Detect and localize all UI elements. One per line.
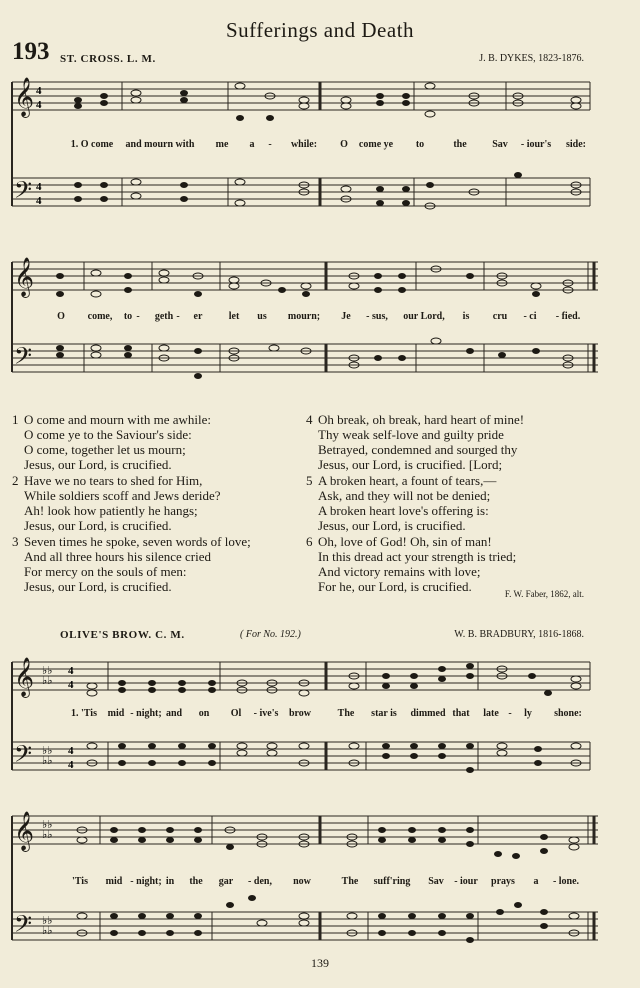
- music-system-4: [8, 800, 598, 950]
- svg-text:𝄞: 𝄞: [14, 79, 35, 116]
- verse-number: 6: [306, 534, 313, 549]
- lyric-syllable: - fied.: [555, 311, 581, 322]
- verse-number: 3: [12, 534, 19, 549]
- svg-text:𝄢: 𝄢: [14, 344, 33, 375]
- svg-text:♭♭: ♭♭: [42, 925, 53, 937]
- lyric-syllable: - iour: [454, 876, 478, 887]
- verse-line: Ask, and they will not be denied;: [318, 488, 491, 503]
- lyric-syllable: mourn;: [287, 311, 321, 322]
- lyric-syllable: in: [165, 876, 175, 887]
- lyric-syllable: late: [483, 708, 499, 719]
- lyric-syllable: -: [136, 311, 140, 322]
- verse-line: Oh, love of God! Oh, sin of man!: [318, 534, 492, 549]
- lyric-syllable: O: [57, 311, 65, 322]
- lyric-syllable: mid: [107, 708, 125, 719]
- lyric-syllable: -: [176, 311, 180, 322]
- lyric-syllable: me: [215, 139, 229, 150]
- lyric-syllable: 'Tis: [72, 876, 88, 887]
- svg-text:♭♭: ♭♭: [42, 915, 53, 927]
- svg-text:𝄢: 𝄢: [14, 912, 33, 943]
- verse-line: Oh break, oh break, hard heart of mine!: [318, 412, 525, 427]
- lyric-syllable: shone:: [554, 708, 582, 719]
- lyric-syllable: gar: [218, 876, 234, 887]
- svg-text:𝄞: 𝄞: [14, 813, 35, 850]
- author-credit: F. W. Faber, 1862, alt.: [504, 589, 584, 599]
- lyric-syllable: and mourn with: [125, 139, 195, 150]
- svg-text:4: 4: [68, 679, 74, 691]
- verse-line: Jesus, our Lord, is crucified.: [24, 579, 172, 594]
- lyric-syllable: to: [415, 139, 425, 150]
- svg-text:4: 4: [36, 195, 42, 207]
- lyric-syllable: to: [123, 311, 133, 322]
- verse-5: [306, 473, 497, 533]
- svg-text:𝄢: 𝄢: [14, 178, 33, 209]
- lyric-syllable: Sav: [428, 876, 444, 887]
- lyric-syllable: now: [293, 876, 311, 887]
- verse-line: Have we no tears to shed for Him,: [24, 473, 203, 488]
- lyric-syllable: and: [165, 708, 183, 719]
- lyric-syllable: -: [268, 139, 272, 150]
- lyric-syllable: Je: [341, 311, 351, 322]
- verse-line: And all three hours his silence cried: [24, 549, 211, 564]
- tune2-name: OLIVE'S BROW. C. M.: [60, 629, 185, 641]
- lyric-syllable: suff'ring: [373, 876, 411, 887]
- page-section-title: Sufferings and Death: [225, 18, 415, 42]
- lyric-syllable: let: [228, 311, 240, 322]
- lyric-syllable: - night;: [130, 876, 162, 887]
- lyric-syllable: dimmed: [410, 708, 446, 719]
- verse-line: Jesus, our Lord, is crucified.: [24, 518, 172, 533]
- svg-text:♭♭: ♭♭: [42, 675, 53, 687]
- lyric-syllable: er: [193, 311, 203, 322]
- svg-text:4: 4: [68, 759, 74, 771]
- verse-line: Jesus, our Lord, is crucified.: [318, 518, 466, 533]
- verse-line: O come ye to the Saviour's side:: [24, 427, 192, 442]
- verse-line: While soldiers scoff and Jews deride?: [24, 488, 221, 503]
- verse-line: A broken heart, a fount of tears,—: [318, 473, 497, 488]
- verse-line: For he, our Lord, is crucified.: [318, 579, 472, 594]
- lyric-syllable: a: [249, 139, 255, 150]
- lyric-syllable: The: [341, 876, 359, 887]
- verse-line: In this dread act your strength is tried;: [318, 549, 517, 564]
- verse-line: And victory remains with love;: [318, 564, 481, 579]
- svg-text:♭♭: ♭♭: [42, 829, 53, 841]
- lyric-syllable: star is: [371, 708, 397, 719]
- lyric-syllable: a: [533, 876, 539, 887]
- lyric-syllable: geth: [154, 311, 174, 322]
- verse-line: Ah! look how patiently he hangs;: [24, 503, 198, 518]
- lyric-syllable: O: [340, 139, 348, 150]
- verse-line: Jesus, our Lord, is crucified. [Lord;: [318, 457, 503, 472]
- lyric-syllable: brow: [288, 708, 312, 719]
- verse-line: Betrayed, condemned and sourged thy: [318, 442, 518, 457]
- svg-text:4: 4: [36, 181, 42, 193]
- lyric-syllable: side:: [566, 139, 586, 150]
- svg-text:𝄢: 𝄢: [14, 742, 33, 773]
- lyric-syllable: - lone.: [552, 876, 580, 887]
- lyric-syllable: mid: [105, 876, 123, 887]
- svg-text:𝄞: 𝄞: [14, 259, 35, 296]
- svg-text:4: 4: [36, 99, 42, 111]
- verse-line: Seven times he spoke, seven words of love;: [24, 534, 251, 549]
- lyric-syllable: our Lord,: [403, 311, 445, 322]
- svg-text:𝄞: 𝄞: [14, 659, 35, 696]
- verse-line: For mercy on the souls of men:: [24, 564, 187, 579]
- verse-number: 5: [306, 473, 313, 488]
- verse-6: [306, 534, 517, 594]
- lyric-syllable: us: [257, 311, 267, 322]
- lyric-syllable: The: [337, 708, 355, 719]
- lyric-syllable: come,: [87, 311, 113, 322]
- svg-text:♭♭: ♭♭: [42, 755, 53, 767]
- lyric-syllable: is: [462, 311, 470, 322]
- svg-text:4: 4: [68, 745, 74, 757]
- lyric-syllable: that: [452, 708, 470, 719]
- svg-text:♭♭: ♭♭: [42, 819, 53, 831]
- composer-credit: J. B. DYKES, 1823-1876.: [479, 53, 584, 64]
- verse-line: A broken heart love's offering is:: [318, 503, 489, 518]
- lyric-syllable: - night;: [130, 708, 162, 719]
- lyric-syllable: 1. O come: [70, 139, 114, 150]
- svg-text:4: 4: [68, 665, 74, 677]
- lyric-syllable: Sav: [492, 139, 508, 150]
- tune2-reference: ( For No. 192.): [240, 629, 301, 640]
- lyric-syllable: Ol: [230, 708, 242, 719]
- lyric-syllable: - sus,: [366, 311, 388, 322]
- lyric-syllable: ly: [524, 708, 532, 719]
- verse-line: O come and mourn with me awhile:: [24, 412, 212, 427]
- verse-line: Jesus, our Lord, is crucified.: [24, 457, 172, 472]
- verse-3: [12, 534, 251, 594]
- lyric-syllable: the: [453, 139, 467, 150]
- lyric-syllable: - iour's: [520, 139, 552, 150]
- lyric-syllable: - den,: [248, 876, 272, 887]
- lyric-syllable: on: [198, 708, 210, 719]
- verse-number: 2: [12, 473, 19, 488]
- hymn-number: 193: [12, 38, 50, 65]
- page-number: 139: [311, 956, 329, 970]
- svg-text:♭♭: ♭♭: [42, 665, 53, 677]
- lyric-syllable: cru: [492, 311, 508, 322]
- lyric-syllable: the: [189, 876, 203, 887]
- lyric-syllable: come ye: [358, 139, 394, 150]
- music-system-1: [8, 68, 598, 238]
- lyric-syllable: 1. 'Tis: [71, 708, 97, 719]
- tune2-composer: W. B. BRADBURY, 1816-1868.: [454, 629, 584, 640]
- lyric-syllable: while:: [290, 139, 318, 150]
- verse-number: 4: [306, 412, 313, 427]
- verse-line: O come, together let us mourn;: [24, 442, 186, 457]
- verse-number: 1: [12, 412, 19, 427]
- verse-2: [12, 473, 221, 533]
- svg-text:♭♭: ♭♭: [42, 745, 53, 757]
- verse-4: [306, 412, 525, 472]
- lyric-syllable: prays: [491, 876, 515, 887]
- lyric-syllable: - ive's: [253, 708, 279, 719]
- lyric-syllable: - ci: [523, 311, 537, 322]
- verse-line: Thy weak self-love and guilty pride: [318, 427, 504, 442]
- verse-1: [12, 412, 212, 472]
- svg-text:4: 4: [36, 85, 42, 97]
- tune-name: ST. CROSS. L. M.: [60, 53, 156, 65]
- lyric-syllable: -: [508, 708, 512, 719]
